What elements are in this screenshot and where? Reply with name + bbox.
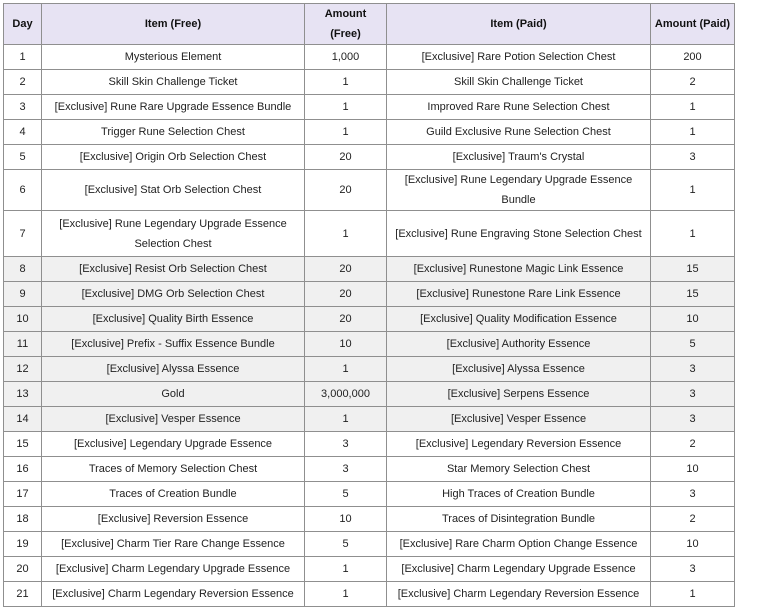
paid-item-cell: [Exclusive] Vesper Essence: [387, 407, 651, 432]
day-cell: 4: [4, 120, 42, 145]
free-amount-cell: 5: [305, 482, 387, 507]
table-row: [4, 557, 735, 582]
free-amount-cell: 1: [305, 582, 387, 607]
free-amount-cell: 1: [305, 211, 387, 257]
paid-item-cell: High Traces of Creation Bundle: [387, 482, 651, 507]
free-amount-cell: 20: [305, 307, 387, 332]
table-row: [4, 95, 735, 120]
free-item-cell: [Exclusive] Legendary Upgrade Essence: [42, 432, 305, 457]
header-item-free: Item (Free): [42, 4, 305, 45]
table-row: [4, 70, 735, 95]
free-item-cell: [Exclusive] Charm Tier Rare Change Essence: [42, 532, 305, 557]
table-row: [4, 120, 735, 145]
paid-amount-cell: 10: [651, 307, 735, 332]
day-cell: 5: [4, 145, 42, 170]
free-item-cell: [Exclusive] Charm Legendary Reversion Essence: [42, 582, 305, 607]
table-row: [4, 507, 735, 532]
paid-item-cell: Star Memory Selection Chest: [387, 457, 651, 482]
day-cell: 11: [4, 332, 42, 357]
free-item-cell: [Exclusive] Prefix - Suffix Essence Bundle: [42, 332, 305, 357]
header-amount-free: Amount (Free): [305, 4, 387, 45]
paid-amount-cell: 10: [651, 532, 735, 557]
paid-item-cell: [Exclusive] Runestone Magic Link Essence: [387, 257, 651, 282]
free-amount-cell: 1: [305, 70, 387, 95]
table-body: [4, 45, 735, 607]
paid-item-cell: [Exclusive] Charm Legendary Upgrade Essence: [387, 557, 651, 582]
free-item-cell: [Exclusive] Resist Orb Selection Chest: [42, 257, 305, 282]
day-cell: 15: [4, 432, 42, 457]
free-item-cell: [Exclusive] Reversion Essence: [42, 507, 305, 532]
table-row: [4, 282, 735, 307]
free-item-cell: Mysterious Element: [42, 45, 305, 70]
day-cell: 10: [4, 307, 42, 332]
paid-amount-cell: 3: [651, 407, 735, 432]
free-item-cell: [Exclusive] Charm Legendary Upgrade Essence: [42, 557, 305, 582]
day-cell: 3: [4, 95, 42, 120]
free-amount-cell: 20: [305, 282, 387, 307]
day-cell: 13: [4, 382, 42, 407]
day-cell: 20: [4, 557, 42, 582]
free-amount-cell: 20: [305, 170, 387, 211]
free-item-cell: [Exclusive] DMG Orb Selection Chest: [42, 282, 305, 307]
free-amount-cell: 10: [305, 332, 387, 357]
free-item-cell: [Exclusive] Vesper Essence: [42, 407, 305, 432]
free-amount-cell: 20: [305, 257, 387, 282]
paid-amount-cell: 10: [651, 457, 735, 482]
paid-item-cell: [Exclusive] Runestone Rare Link Essence: [387, 282, 651, 307]
free-item-cell: [Exclusive] Alyssa Essence: [42, 357, 305, 382]
free-item-cell: Skill Skin Challenge Ticket: [42, 70, 305, 95]
header-item-paid: Item (Paid): [387, 4, 651, 45]
table-row: [4, 45, 735, 70]
paid-item-cell: Traces of Disintegration Bundle: [387, 507, 651, 532]
paid-amount-cell: 3: [651, 557, 735, 582]
paid-amount-cell: 15: [651, 257, 735, 282]
paid-item-cell: [Exclusive] Authority Essence: [387, 332, 651, 357]
free-item-cell: Gold: [42, 382, 305, 407]
paid-item-cell: [Exclusive] Rare Charm Option Change Essence: [387, 532, 651, 557]
free-amount-cell: 20: [305, 145, 387, 170]
paid-amount-cell: 3: [651, 382, 735, 407]
day-cell: 16: [4, 457, 42, 482]
day-cell: 21: [4, 582, 42, 607]
day-cell: 8: [4, 257, 42, 282]
free-item-cell: [Exclusive] Quality Birth Essence: [42, 307, 305, 332]
free-item-cell: [Exclusive] Stat Orb Selection Chest: [42, 170, 305, 211]
table-row: [4, 145, 735, 170]
paid-amount-cell: 2: [651, 507, 735, 532]
paid-item-cell: [Exclusive] Alyssa Essence: [387, 357, 651, 382]
day-cell: 17: [4, 482, 42, 507]
free-amount-cell: 1: [305, 557, 387, 582]
table-row: [4, 382, 735, 407]
paid-item-cell: Improved Rare Rune Selection Chest: [387, 95, 651, 120]
table-row: [4, 357, 735, 382]
table-row: [4, 307, 735, 332]
paid-amount-cell: 3: [651, 145, 735, 170]
free-amount-cell: 10: [305, 507, 387, 532]
free-amount-cell: 1,000: [305, 45, 387, 70]
free-item-cell: [Exclusive] Origin Orb Selection Chest: [42, 145, 305, 170]
table-row: [4, 432, 735, 457]
day-cell: 14: [4, 407, 42, 432]
table-row: [4, 457, 735, 482]
table-row: [4, 257, 735, 282]
paid-item-cell: [Exclusive] Traum's Crystal: [387, 145, 651, 170]
paid-amount-cell: 1: [651, 582, 735, 607]
free-amount-cell: 3,000,000: [305, 382, 387, 407]
free-amount-cell: 3: [305, 457, 387, 482]
reward-table: [3, 3, 735, 607]
paid-amount-cell: 5: [651, 332, 735, 357]
free-amount-cell: 1: [305, 407, 387, 432]
free-amount-cell: 1: [305, 120, 387, 145]
paid-amount-cell: 2: [651, 70, 735, 95]
paid-item-cell: [Exclusive] Serpens Essence: [387, 382, 651, 407]
day-cell: 1: [4, 45, 42, 70]
paid-item-cell: Skill Skin Challenge Ticket: [387, 70, 651, 95]
paid-amount-cell: 3: [651, 357, 735, 382]
day-cell: 6: [4, 170, 42, 211]
header-row: [4, 4, 735, 45]
paid-item-cell: [Exclusive] Rune Legendary Upgrade Essence Bundle: [387, 170, 651, 211]
free-item-cell: [Exclusive] Rune Rare Upgrade Essence Bundle: [42, 95, 305, 120]
paid-amount-cell: 200: [651, 45, 735, 70]
day-cell: 18: [4, 507, 42, 532]
table-row: [4, 170, 735, 211]
table-row: [4, 582, 735, 607]
table-row: [4, 407, 735, 432]
paid-item-cell: Guild Exclusive Rune Selection Chest: [387, 120, 651, 145]
table-row: [4, 211, 735, 257]
paid-amount-cell: 3: [651, 482, 735, 507]
paid-amount-cell: 15: [651, 282, 735, 307]
day-cell: 7: [4, 211, 42, 257]
paid-amount-cell: 1: [651, 211, 735, 257]
header-amount-paid: Amount (Paid): [651, 4, 735, 45]
paid-item-cell: [Exclusive] Legendary Reversion Essence: [387, 432, 651, 457]
paid-item-cell: [Exclusive] Rune Engraving Stone Selection Chest: [387, 211, 651, 257]
free-item-cell: Traces of Creation Bundle: [42, 482, 305, 507]
paid-amount-cell: 2: [651, 432, 735, 457]
free-amount-cell: 3: [305, 432, 387, 457]
table-row: [4, 532, 735, 557]
paid-amount-cell: 1: [651, 95, 735, 120]
paid-item-cell: [Exclusive] Charm Legendary Reversion Essence: [387, 582, 651, 607]
free-item-cell: Trigger Rune Selection Chest: [42, 120, 305, 145]
day-cell: 12: [4, 357, 42, 382]
free-item-cell: [Exclusive] Rune Legendary Upgrade Essence Selection Chest: [42, 211, 305, 257]
paid-item-cell: [Exclusive] Quality Modification Essence: [387, 307, 651, 332]
paid-amount-cell: 1: [651, 170, 735, 211]
free-item-cell: Traces of Memory Selection Chest: [42, 457, 305, 482]
day-cell: 9: [4, 282, 42, 307]
free-amount-cell: 1: [305, 357, 387, 382]
day-cell: 19: [4, 532, 42, 557]
paid-amount-cell: 1: [651, 120, 735, 145]
header-day: Day: [4, 4, 42, 45]
paid-item-cell: [Exclusive] Rare Potion Selection Chest: [387, 45, 651, 70]
free-amount-cell: 1: [305, 95, 387, 120]
free-amount-cell: 5: [305, 532, 387, 557]
table-row: [4, 332, 735, 357]
table-row: [4, 482, 735, 507]
day-cell: 2: [4, 70, 42, 95]
